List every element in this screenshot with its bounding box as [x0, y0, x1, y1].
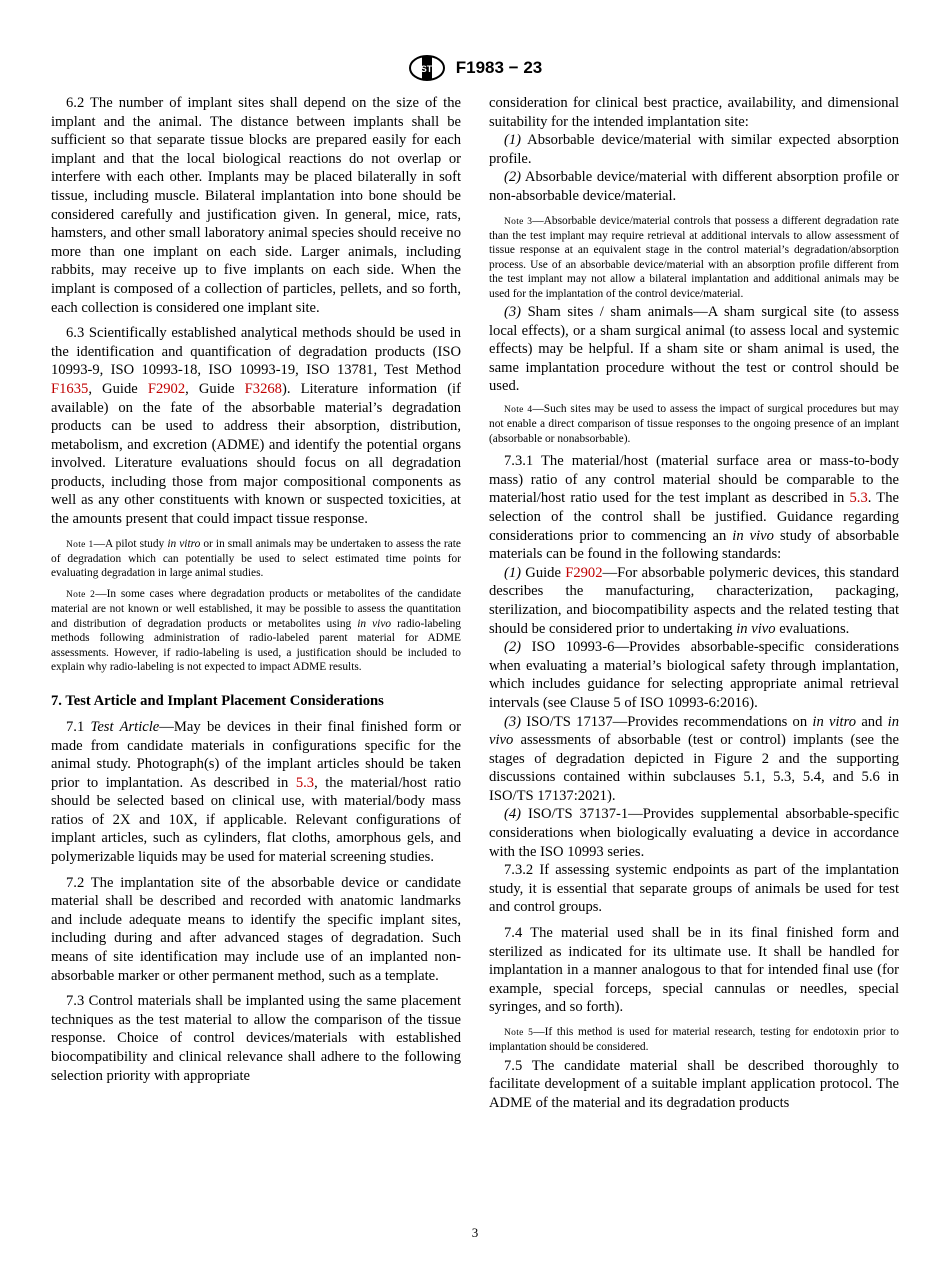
text: radio-labeling methods following administration of radio-labeled parent material for ADME assessments. However, if radio-labeling is used, a justification should be included to explain why radio-labeling is not expected to impact ADME results. — [51, 617, 461, 673]
note-label: Note 4 — [504, 404, 533, 415]
page-header — [0, 55, 950, 83]
standard-item-3 — [489, 713, 899, 806]
section-6-2: 6.2 The number of implant sites shall depend on the size of the implant and the animal. The distance between implants shall be sufficient so that separate tissue blocks are prepared easily for each implant and that the local biological reactions do not overlap or interfere with each other. Implants may be placed bilaterally in soft tissue, including muscle. Bilateral implantation into bone should be considered carefully and justification given. In general, mice, rats, hamsters, and other small laboratory animal species should receive no more than one implant on each side. Larger animals, including rabbits, may receive up to five implants on each side. When the implant is composed of a collection of particles, pellets, and so forth, each collection is considered one implant site. — [51, 95, 461, 316]
text: and — [856, 713, 888, 730]
section-6-3 — [51, 324, 461, 529]
text: , Guide — [185, 380, 245, 397]
text: ISO/TS 37137-1—Provides supplemental absorbable-specific considerations when biologically evaluating a device in accordance with the ISO 10993 series. — [489, 806, 899, 860]
section-7-heading: 7. Test Article and Implant Placement Considerations — [51, 693, 384, 710]
text: —In some cases where degradation products or metabolites of the candidate material are not known or well established, it may be possible to assess the quantitation and distribution of degradation products or metabolites using — [51, 587, 461, 630]
right-column — [489, 94, 899, 1120]
section-7-5: 7.5 The candidate material shall be described thoroughly to facilitate development of a suitable implant application protocol. The ADME of the material and its degradation products — [489, 1057, 899, 1111]
note-4 — [489, 402, 899, 446]
text: evaluations. — [775, 620, 850, 637]
text: 7.3.1 The material/host (material surface area or mass-to-body mass) ratio of any control material should be comparable to the material/host ratio used for the test implant as described in — [489, 453, 899, 507]
astm-logo-icon — [408, 55, 446, 81]
text: ). Literature information (if available) on the fate of the absorbable material’s degradation products can be used to address their absorption, distribution, metabolism, and excretion (ADME) and identify the potential organs involved. Literature evaluations should focus on all degradation products, including those from major compositional components as well as any other constituents with known or suspected toxicities, at the amounts present that could impact tissue response. — [51, 380, 461, 528]
section-7-3: 7.3 Control materials shall be implanted using the same placement techniques as the test material to allow the comparison of the tissue response. Choice of control devices/materials with established biocompatibility and clinical relevance shall adhere to the following selection priority with appropriate — [51, 993, 461, 1084]
text: or in small animals may be undertaken to assess the rate of degradation which can potentially be used to select estimated time points for evaluating degradation in large animal studies. — [51, 537, 461, 580]
text: —A pilot study — [93, 537, 168, 550]
text: assessments of absorbable (test or control) implants (see the stages of degradation depicted in Figure 2 and the supporting discussions contained within subclauses 5.1, 5.3, 5.4, and 5.6 in ISO/TS 17137:2021). — [489, 732, 899, 804]
section-7-3-2: 7.3.2 If assessing systemic endpoints as part of the implantation study, it is essential that separate groups of animals be used for test and control groups. — [489, 862, 899, 916]
link-f3268[interactable]: F3268 — [244, 380, 282, 397]
text: Guide — [521, 564, 566, 581]
standard-item-1 — [489, 564, 899, 638]
text-italic: in vitro — [167, 537, 201, 550]
link-f1635[interactable]: F1635 — [51, 380, 89, 397]
item-number: (2) — [504, 639, 522, 656]
standard-item-2 — [489, 638, 899, 712]
note-label: Note 5 — [504, 1028, 534, 1038]
text: 6.3 Scientifically established analytical methods should be used in the identification and quantification of degradation products (ISO 10993-9, ISO 10993-18, ISO 10993-19, ISO 13781, Test Method — [51, 325, 461, 379]
designation: F1983 − 23 — [455, 58, 543, 77]
note-3 — [489, 214, 899, 301]
section-7-1 — [51, 718, 461, 867]
item-number: (3) — [504, 713, 522, 730]
priority-item-3 — [489, 303, 899, 396]
text: Sham sites / sham animals—A sham surgical site (to assess local effects), or a sham surgical animal (to assess local and systemic effects) may be helpful. If a sham site or sham animal is used, the same implantation procedure without the test or control should be used. — [489, 304, 899, 395]
text-italic: in vivo — [357, 617, 392, 630]
section-7-2: 7.2 The implantation site of the absorbable device or candidate material shall be described and recorded with anatomic landmarks and include adequate means to identify the specific implant sites, including during and after advanced stages of degradation. Such means of site identification may include use of an implanted non-absorbable marker or other permanent method, such as a template. — [51, 874, 461, 984]
text: , Guide — [88, 380, 148, 397]
item-number: (2) — [504, 169, 522, 186]
note-2 — [51, 587, 461, 674]
text-italic: in vivo — [489, 713, 900, 749]
item-number: (1) — [504, 564, 522, 581]
text: ISO 10993-6—Provides absorbable-specific considerations when evaluating a material’s biological safety through implantation, which includes guidance for selecting appropriate animal retrieval intervals (see Clause 5 of ISO 10993-6:2016). — [489, 639, 899, 711]
note-1 — [51, 537, 461, 581]
astm-logo-text: ASTM — [414, 64, 440, 74]
link-5-3[interactable]: 5.3 — [295, 774, 315, 791]
link-5-3[interactable]: 5.3 — [849, 490, 868, 507]
text: —Absorbable device/material controls that possess a different degradation rate than the test implant may require retrieval at additional intervals to allow assessment of tissue response at an equivalent stage in the control material’s degradation/absorption process. Use of an absorbable device/material with an absorption profile different from the test implant may not allow a bilateral implantation and additional animals may be used for the implantation of the control device/material. — [489, 214, 899, 300]
item-number: (1) — [504, 132, 522, 149]
text-italic: in vitro — [812, 713, 857, 730]
text-italic: Test Article — [90, 718, 160, 735]
link-f2902[interactable]: F2902 — [565, 564, 603, 581]
text: —If this method is used for material research, testing for endotoxin prior to implantation should be considered. — [489, 1026, 899, 1054]
text: study of absorbable materials can be found in the following standards: — [489, 527, 899, 563]
note-label: Note 2 — [66, 589, 96, 600]
section-7-3-continued: consideration for clinical best practice, availability, and dimensional suitability for the intended implantation site: — [489, 95, 899, 130]
priority-item-1 — [489, 131, 899, 168]
note-label: Note 1 — [66, 539, 94, 550]
left-column — [51, 94, 461, 1092]
section-7-4: 7.4 The material used shall be in its final finished form and sterilized as indicated for its ultimate use. It shall be handled for implantation in a manner analogous to that for intended final use (for example, special forceps, special cannulas or needles, special syringes, and so forth). — [489, 925, 899, 1016]
note-label: Note 3 — [504, 216, 533, 227]
text: —Such sites may be used to assess the impact of surgical procedures but may not enable a direct comparison of tissue responses to the ongoing presence of an implant (absorbable or nonabsorbable). — [489, 402, 899, 445]
note-5 — [489, 1025, 899, 1055]
text: 7.1 — [66, 718, 91, 735]
text: —May be devices in their final finished form or made from candidate materials in configurations specific for the animal study. Photograph(s) of the implant articles should be taken prior to implantation. As described in — [51, 718, 461, 791]
text: , the material/host ratio should be selected based on clinical use, with material/body mass ratios of 2X and 10X, if applicable. Relevant configurations of implant articles, such as cylinders, flat cloths, amorphous gels, and polymerizable liquids may be used for material screening studies. — [51, 774, 461, 866]
text: ISO/TS 17137—Provides recommendations on — [521, 713, 813, 730]
text: Absorbable device/material with different absorption profile or non-absorbable device/material. — [489, 169, 899, 204]
priority-item-2 — [489, 168, 899, 205]
page-number: 3 — [471, 1225, 479, 1240]
text: —For absorbable polymeric devices, this standard describes the manufacturing, characterization, packaging, sterilization, and biocompatibility aspects and the related testing that should be considered prior to undertaking — [489, 564, 899, 637]
link-f2902[interactable]: F2902 — [147, 380, 186, 397]
text-italic: in vivo — [736, 620, 776, 637]
item-number: (4) — [504, 806, 522, 823]
text: Absorbable device/material with similar expected absorption profile. — [489, 132, 899, 167]
standard-item-4 — [489, 805, 899, 861]
text: . The selection of the control shall be justified. Guidance regarding considerations prior to commencing an — [489, 490, 899, 544]
section-7-3-1 — [489, 452, 899, 564]
item-number: (3) — [504, 304, 522, 320]
text-italic: in vivo — [732, 527, 774, 544]
